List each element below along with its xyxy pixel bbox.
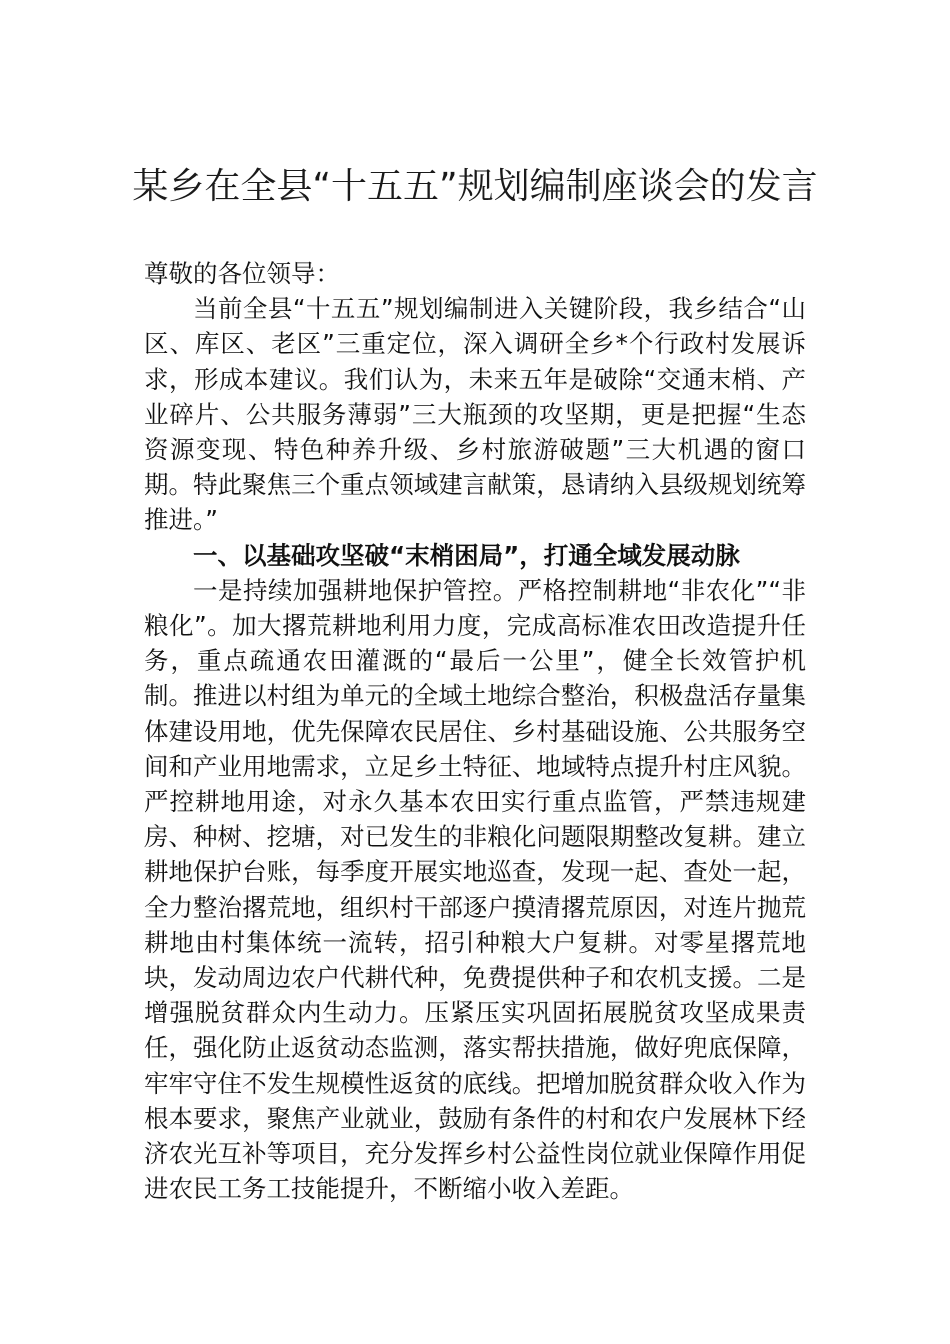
document-body (144, 256, 806, 1206)
section-heading-1: 一、以基础攻坚破“末梢困局”，打通全域发展动脉 (193, 540, 740, 570)
intro-paragraph: 当前全县“十五五”规划编制进入关键阶段，我乡结合“山区、库区、老区”三重定位，深入调研全乡*个行政村发展诉求，形成本建议。我们认为，未来五年是破除“交通末梢、产业碎片、公共服务薄弱”三大瓶颈的攻坚期，更是把握“生态资源变现、特色种养升级、乡村旅游破题”三大机遇的窗口期。特此聚焦三个重点领域建言献策，恳请纳入县级规划统筹推进。” (144, 294, 806, 535)
salutation: 尊敬的各位领导： (144, 259, 340, 288)
document-title: 某乡在全县“十五五”规划编制座谈会的发言 (132, 166, 818, 207)
section-1-paragraph: 一是持续加强耕地保护管控。严格控制耕地“非农化”“非粮化”。加大撂荒耕地利用力度，完成高标准农田改造提升任务，重点疏通农田灌溉的“最后一公里”，健全长效管护机制。推进以村组为单元的全域土地综合整治，积极盘活存量集体建设用地，优先保障农民居住、乡村基础设施、公共服务空间和产业用地需求，立足乡土特征、地域特点提升村庄风貌。严控耕地用途，对永久基本农田实行重点监管，严禁违规建房、种树、挖塘，对已发生的非粮化问题限期整改复耕。建立耕地保护台账，每季度开展实地巡查，发现一起、查处一起，全力整治撂荒地，组织村干部逐户摸清撂荒原因，对连片抛荒耕地由村集体统一流转，招引种粮大户复耕。对零星撂荒地块，发动周边农户代耕代种，免费提供种子和农机支援。二是增强脱贫群众内生动力。压紧压实巩固拓展脱贫攻坚成果责任，强化防止返贫动态监测，落实帮扶措施，做好兜底保障，牢牢守住不发生规模性返贫的底线。把增加脱贫群众收入作为根本要求，聚焦产业就业，鼓励有条件的村和农户发展林下经济农光互补等项目，充分发挥乡村公益性岗位就业保障作用促进农民工务工技能提升，不断缩小收入差距。 (144, 575, 806, 1204)
